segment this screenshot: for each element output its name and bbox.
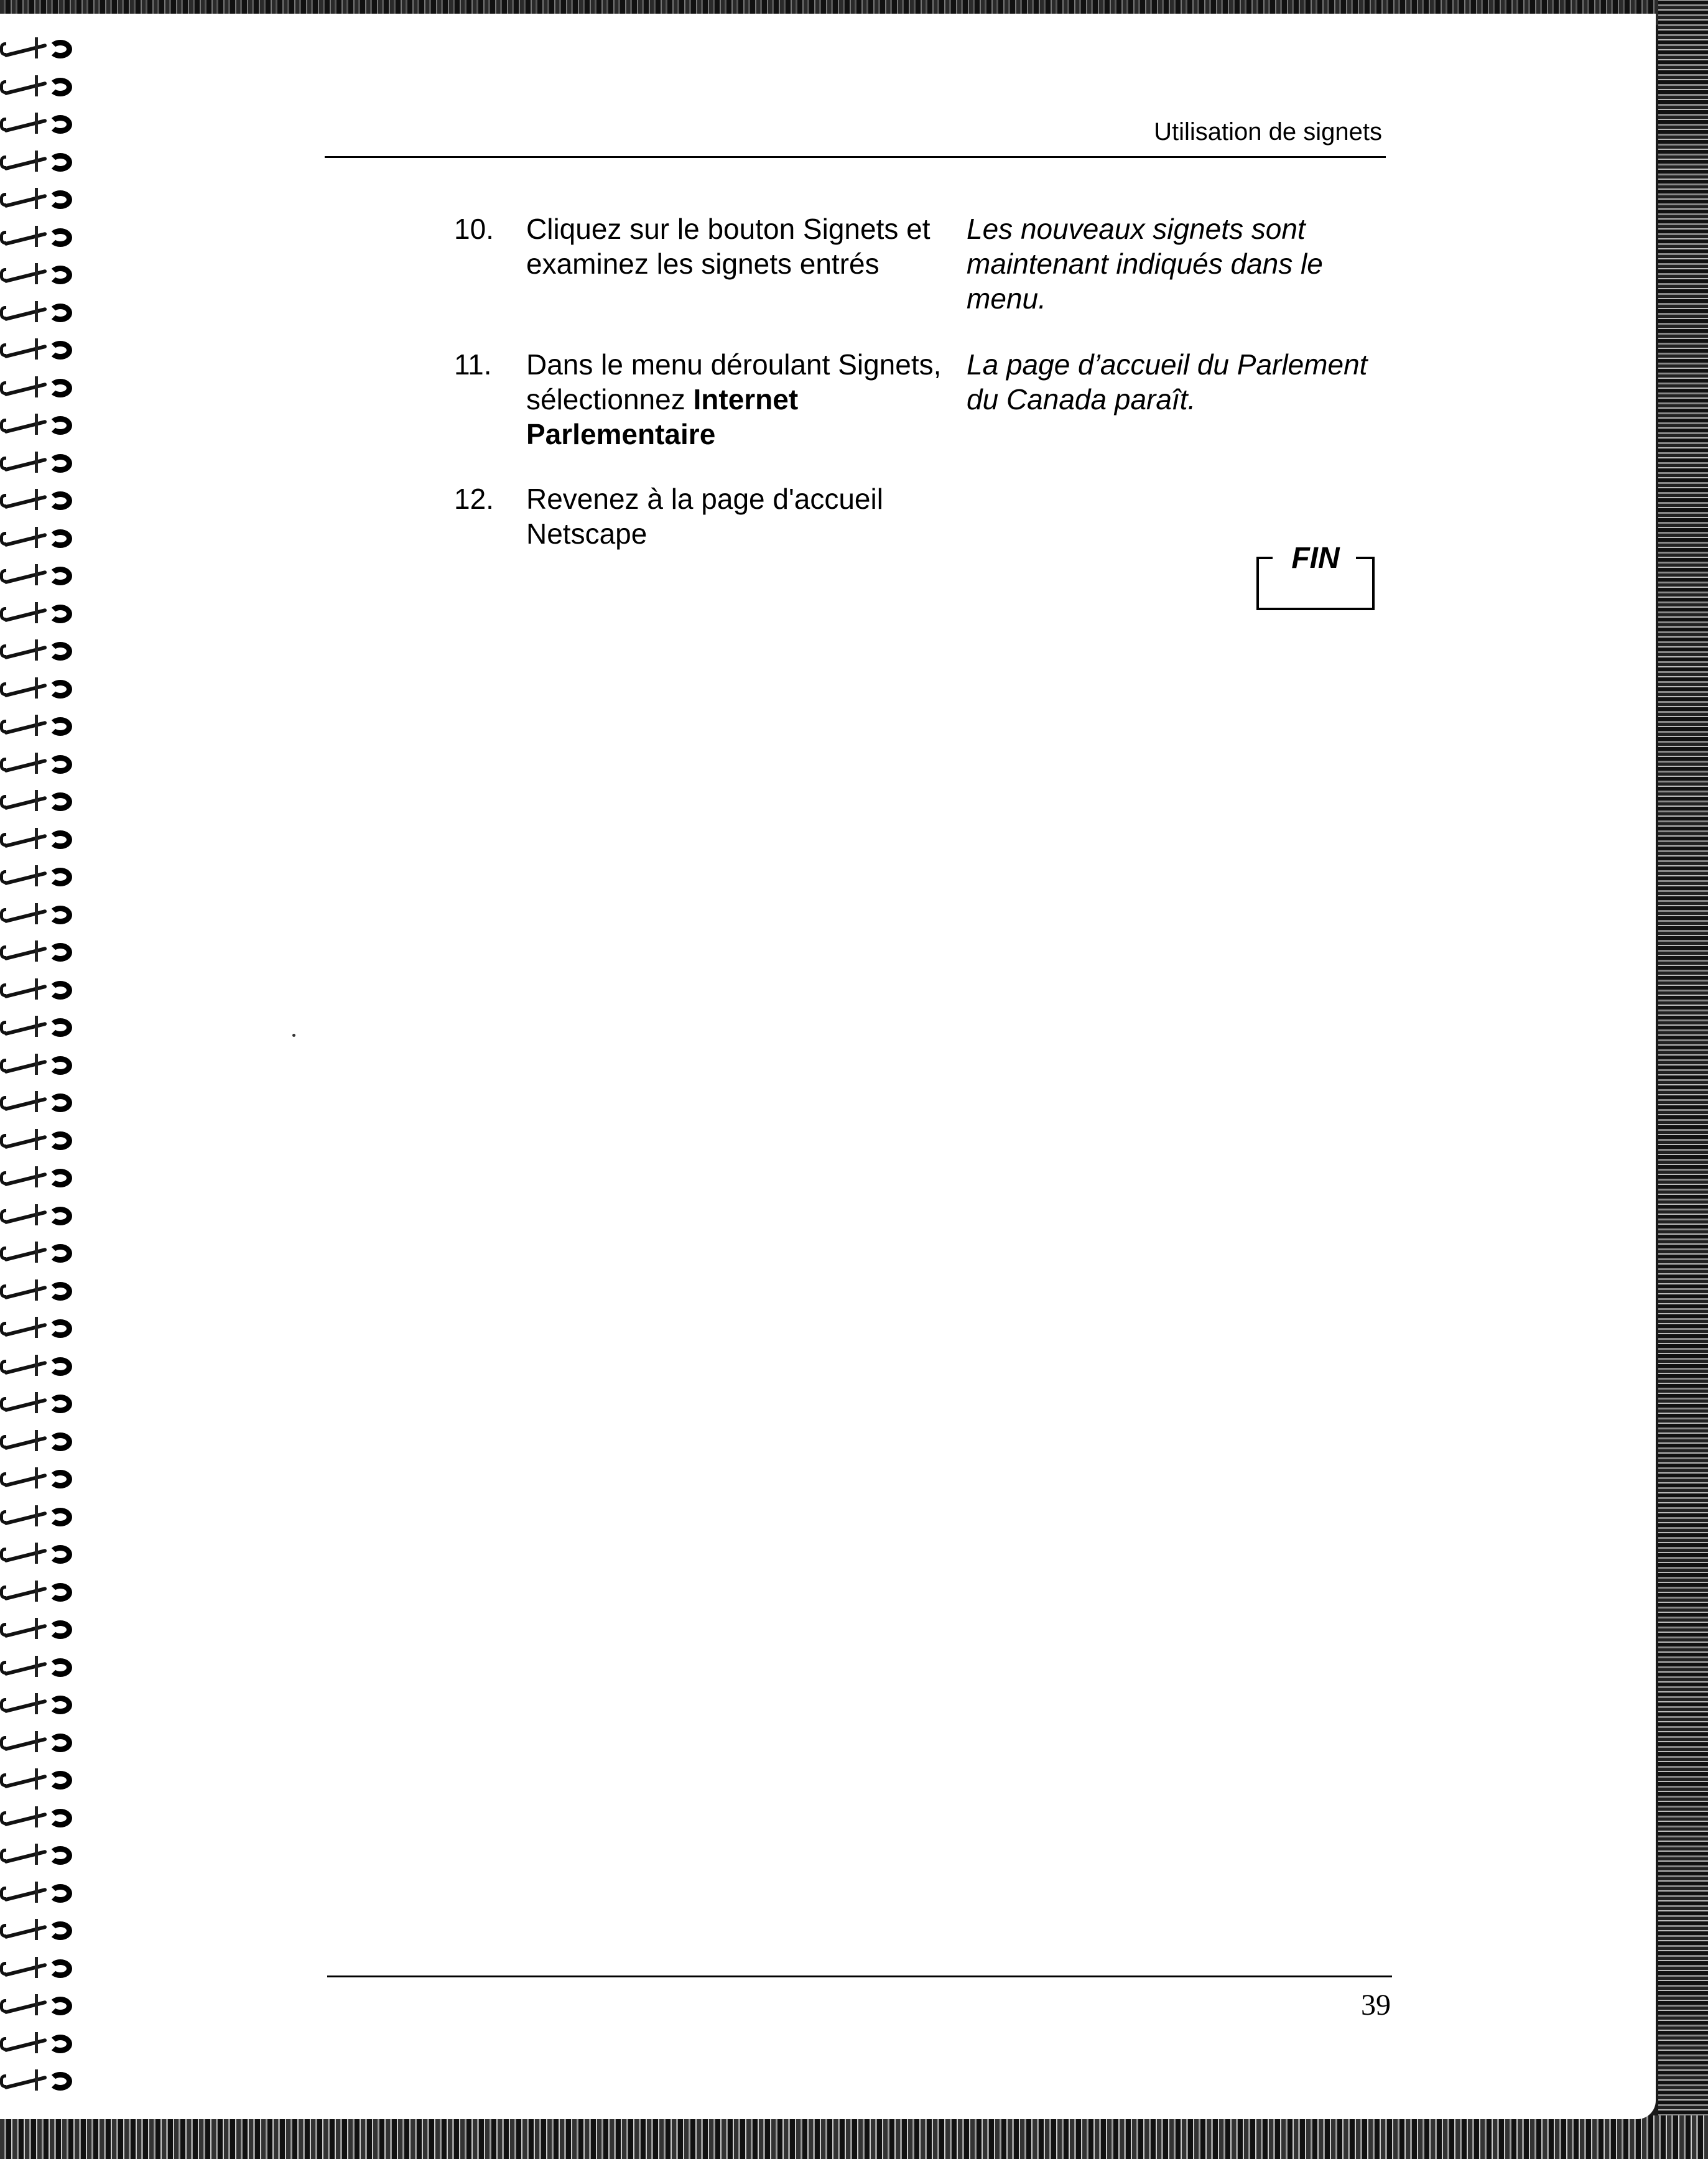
- coil-hook: [49, 1244, 72, 1263]
- step-number: 10.: [454, 213, 494, 245]
- coil-wire: [4, 1248, 47, 1262]
- binding-coil: [0, 1430, 87, 1455]
- coil-wire: [4, 1925, 47, 1939]
- document-page: [0, 14, 1656, 2119]
- coil-wire: [4, 457, 47, 471]
- binding-coil: [0, 1166, 87, 1191]
- coil-wire: [4, 44, 47, 58]
- step-12: [0, 481, 1708, 556]
- coil-post: [35, 1054, 38, 1075]
- coil-hook: [49, 1884, 72, 1903]
- coil-hook: [49, 868, 72, 886]
- binding-coil: [0, 1768, 87, 1793]
- coil-wire: [4, 1059, 47, 1074]
- end-marker-tick-left: [1256, 557, 1273, 559]
- coil-post: [35, 1317, 38, 1338]
- binding-coil: [0, 37, 87, 62]
- coil-wire: [4, 1887, 47, 1901]
- coil-hook: [49, 40, 72, 58]
- coil-wire: [4, 1360, 47, 1375]
- coil-wire: [4, 1812, 47, 1826]
- coil-post: [35, 37, 38, 58]
- binding-coil: [0, 1355, 87, 1380]
- coil-wire: [4, 1172, 47, 1187]
- coil-hook: [49, 1207, 72, 1225]
- step-10: [0, 211, 1708, 317]
- binding-coil: [0, 1731, 87, 1756]
- coil-hook: [49, 943, 72, 962]
- coil-wire: [4, 1323, 47, 1337]
- coil-hook: [49, 1997, 72, 2015]
- binding-coil: [0, 1016, 87, 1041]
- coil-hook: [49, 567, 72, 585]
- coil-post: [35, 452, 38, 473]
- coil-hook: [49, 78, 72, 96]
- binding-coil: [0, 602, 87, 627]
- scan-border-right: [1658, 0, 1708, 2159]
- coil-post: [35, 1656, 38, 1677]
- coil-wire: [4, 947, 47, 961]
- coil-hook: [49, 755, 72, 774]
- coil-hook: [49, 153, 72, 172]
- coil-post: [35, 564, 38, 585]
- coil-hook: [49, 605, 72, 623]
- binding-coil: [0, 1392, 87, 1417]
- coil-post: [35, 1919, 38, 1940]
- end-marker-tick-right: [1356, 557, 1375, 559]
- step-instruction: [526, 347, 949, 452]
- coil-wire: [4, 1285, 47, 1299]
- step-instruction: Cliquez sur le bouton Signets et examinez les signets entrés: [526, 213, 931, 280]
- coil-hook: [49, 1056, 72, 1075]
- coil-post: [35, 903, 38, 924]
- coil-hook: [49, 1319, 72, 1338]
- coil-wire: [4, 1586, 47, 1600]
- coil-post: [35, 1166, 38, 1187]
- binding-coil: [0, 1656, 87, 1681]
- binding-coil: [0, 1054, 87, 1079]
- coil-hook: [49, 1018, 72, 1037]
- coil-post: [35, 828, 38, 849]
- coil-hook: [49, 1169, 72, 1187]
- binding-coil: [0, 753, 87, 778]
- coil-wire: [4, 1135, 47, 1149]
- binding-coil: [0, 1242, 87, 1266]
- coil-wire: [4, 1661, 47, 1676]
- coil-wire: [4, 646, 47, 660]
- binding-coil: [0, 790, 87, 815]
- coil-hook: [49, 1809, 72, 1827]
- step-instruction: Revenez à la page d'accueil Netscape: [526, 483, 883, 550]
- coil-wire: [4, 1699, 47, 1714]
- coil-post: [35, 113, 38, 134]
- binding-coil: [0, 1919, 87, 1944]
- binding-coil: [0, 1091, 87, 1116]
- coil-wire: [4, 119, 47, 133]
- coil-wire: [4, 1775, 47, 1789]
- coil-post: [35, 865, 38, 886]
- coil-hook: [49, 2072, 72, 2091]
- binding-coil: [0, 188, 87, 213]
- binding-coil: [0, 564, 87, 589]
- coil-post: [35, 790, 38, 811]
- coil-post: [35, 1430, 38, 1451]
- binding-coil: [0, 75, 87, 100]
- running-header-title: Utilisation de signets: [1154, 118, 1382, 146]
- coil-hook: [49, 1282, 72, 1301]
- coil-wire: [4, 1097, 47, 1112]
- binding-coil: [0, 1806, 87, 1831]
- header-rule: [325, 156, 1386, 158]
- footer-rule: [327, 1976, 1392, 1977]
- coil-post: [35, 1467, 38, 1488]
- coil-hook: [49, 642, 72, 661]
- binding-coil: [0, 1279, 87, 1304]
- step-result: La page d’accueil du Parlement du Canada paraît.: [967, 348, 1368, 416]
- binding-coil: [0, 865, 87, 890]
- binding-coil: [0, 677, 87, 702]
- binding-coil: [0, 1505, 87, 1530]
- coil-wire: [4, 81, 47, 95]
- binding-coil: [0, 1317, 87, 1342]
- coil-post: [35, 1581, 38, 1602]
- coil-post: [35, 978, 38, 1000]
- coil-post: [35, 1505, 38, 1526]
- coil-wire: [4, 2038, 47, 2052]
- coil-hook: [49, 1696, 72, 1714]
- coil-post: [35, 1129, 38, 1150]
- coil-hook: [49, 1545, 72, 1564]
- coil-hook: [49, 1508, 72, 1526]
- coil-wire: [4, 2076, 47, 2090]
- coil-post: [35, 2069, 38, 2091]
- coil-wire: [4, 1474, 47, 1488]
- coil-hook: [49, 792, 72, 811]
- coil-wire: [4, 1962, 47, 1977]
- coil-post: [35, 677, 38, 699]
- coil-post: [35, 940, 38, 962]
- coil-wire: [4, 2000, 47, 2015]
- binding-coil: [0, 1581, 87, 1605]
- coil-post: [35, 1392, 38, 1413]
- step-number: 11.: [454, 348, 492, 381]
- coil-wire: [4, 683, 47, 697]
- coil-post: [35, 188, 38, 209]
- coil-post: [35, 1242, 38, 1263]
- coil-post: [35, 715, 38, 736]
- coil-wire: [4, 1022, 47, 1036]
- binding-coil: [0, 715, 87, 740]
- coil-hook: [49, 454, 72, 473]
- coil-hook: [49, 2035, 72, 2053]
- coil-post: [35, 1768, 38, 1790]
- coil-post: [35, 1882, 38, 1903]
- binding-coil: [0, 1693, 87, 1718]
- coil-post: [35, 1543, 38, 1564]
- coil-wire: [4, 1549, 47, 1563]
- coil-hook: [49, 190, 72, 209]
- coil-wire: [4, 1398, 47, 1413]
- binding-coil: [0, 1957, 87, 1982]
- coil-wire: [4, 1737, 47, 1751]
- binding-coil: [0, 903, 87, 928]
- coil-hook: [49, 717, 72, 736]
- scan-border-bottom: [0, 2115, 1708, 2159]
- coil-hook: [49, 1620, 72, 1639]
- coil-hook: [49, 680, 72, 699]
- coil-post: [35, 75, 38, 96]
- coil-wire: [4, 1850, 47, 1864]
- coil-post: [35, 1279, 38, 1301]
- coil-post: [35, 602, 38, 623]
- binding-coil: [0, 1844, 87, 1869]
- binding-coil: [0, 2069, 87, 2094]
- coil-hook: [49, 1959, 72, 1978]
- coil-wire: [4, 1511, 47, 1525]
- coil-post: [35, 2032, 38, 2053]
- coil-hook: [49, 1131, 72, 1150]
- coil-post: [35, 1731, 38, 1752]
- step-instruction-text: Dans le menu déroulant Signets, sélectionnez: [526, 348, 942, 416]
- page-number: 39: [1361, 1989, 1391, 2022]
- coil-wire: [4, 156, 47, 170]
- coil-wire: [4, 608, 47, 622]
- binding-coil: [0, 940, 87, 965]
- end-marker-label: FIN: [1291, 542, 1340, 575]
- binding-coil: [0, 113, 87, 137]
- binding-coil: [0, 1543, 87, 1567]
- coil-post: [35, 1957, 38, 1978]
- coil-post: [35, 1844, 38, 1865]
- binding-coil: [0, 1129, 87, 1154]
- coil-hook: [49, 115, 72, 134]
- coil-post: [35, 1806, 38, 1827]
- step-11: [0, 347, 1708, 453]
- step-number: 12.: [454, 483, 494, 515]
- spiral-binding: [0, 37, 87, 2090]
- coil-wire: [4, 984, 47, 998]
- coil-wire: [4, 758, 47, 773]
- coil-wire: [4, 1436, 47, 1450]
- coil-post: [35, 753, 38, 774]
- binding-coil: [0, 2032, 87, 2057]
- binding-coil: [0, 452, 87, 476]
- coil-hook: [49, 1734, 72, 1752]
- binding-coil: [0, 639, 87, 664]
- binding-coil: [0, 1618, 87, 1643]
- coil-wire: [4, 1624, 47, 1638]
- binding-coil: [0, 828, 87, 853]
- coil-post: [35, 1994, 38, 2015]
- scan-speck: [292, 1034, 295, 1037]
- binding-coil: [0, 1204, 87, 1229]
- binding-coil: [0, 978, 87, 1003]
- coil-hook: [49, 1846, 72, 1865]
- coil-post: [35, 1204, 38, 1225]
- coil-hook: [49, 1658, 72, 1677]
- coil-post: [35, 1355, 38, 1376]
- coil-hook: [49, 1432, 72, 1451]
- binding-coil: [0, 1467, 87, 1492]
- binding-coil: [0, 1882, 87, 1906]
- coil-wire: [4, 796, 47, 810]
- coil-hook: [49, 1583, 72, 1602]
- coil-wire: [4, 721, 47, 735]
- coil-hook: [49, 1093, 72, 1112]
- step-result: Les nouveaux signets sont maintenant indiqués dans le menu.: [967, 213, 1323, 315]
- coil-wire: [4, 871, 47, 886]
- coil-post: [35, 1618, 38, 1639]
- coil-hook: [49, 1921, 72, 1940]
- coil-post: [35, 1016, 38, 1037]
- binding-coil: [0, 151, 87, 175]
- coil-post: [35, 1693, 38, 1714]
- coil-wire: [4, 1210, 47, 1224]
- coil-wire: [4, 570, 47, 585]
- coil-hook: [49, 1470, 72, 1488]
- coil-post: [35, 151, 38, 172]
- coil-post: [35, 639, 38, 661]
- coil-wire: [4, 833, 47, 848]
- coil-hook: [49, 830, 72, 849]
- coil-hook: [49, 1771, 72, 1790]
- coil-wire: [4, 194, 47, 208]
- coil-post: [35, 1091, 38, 1112]
- step-instruction-bold: Internet Parlementaire: [526, 383, 799, 450]
- coil-hook: [49, 906, 72, 924]
- coil-hook: [49, 981, 72, 1000]
- coil-hook: [49, 1357, 72, 1376]
- coil-wire: [4, 909, 47, 923]
- coil-hook: [49, 1395, 72, 1413]
- binding-coil: [0, 1994, 87, 2019]
